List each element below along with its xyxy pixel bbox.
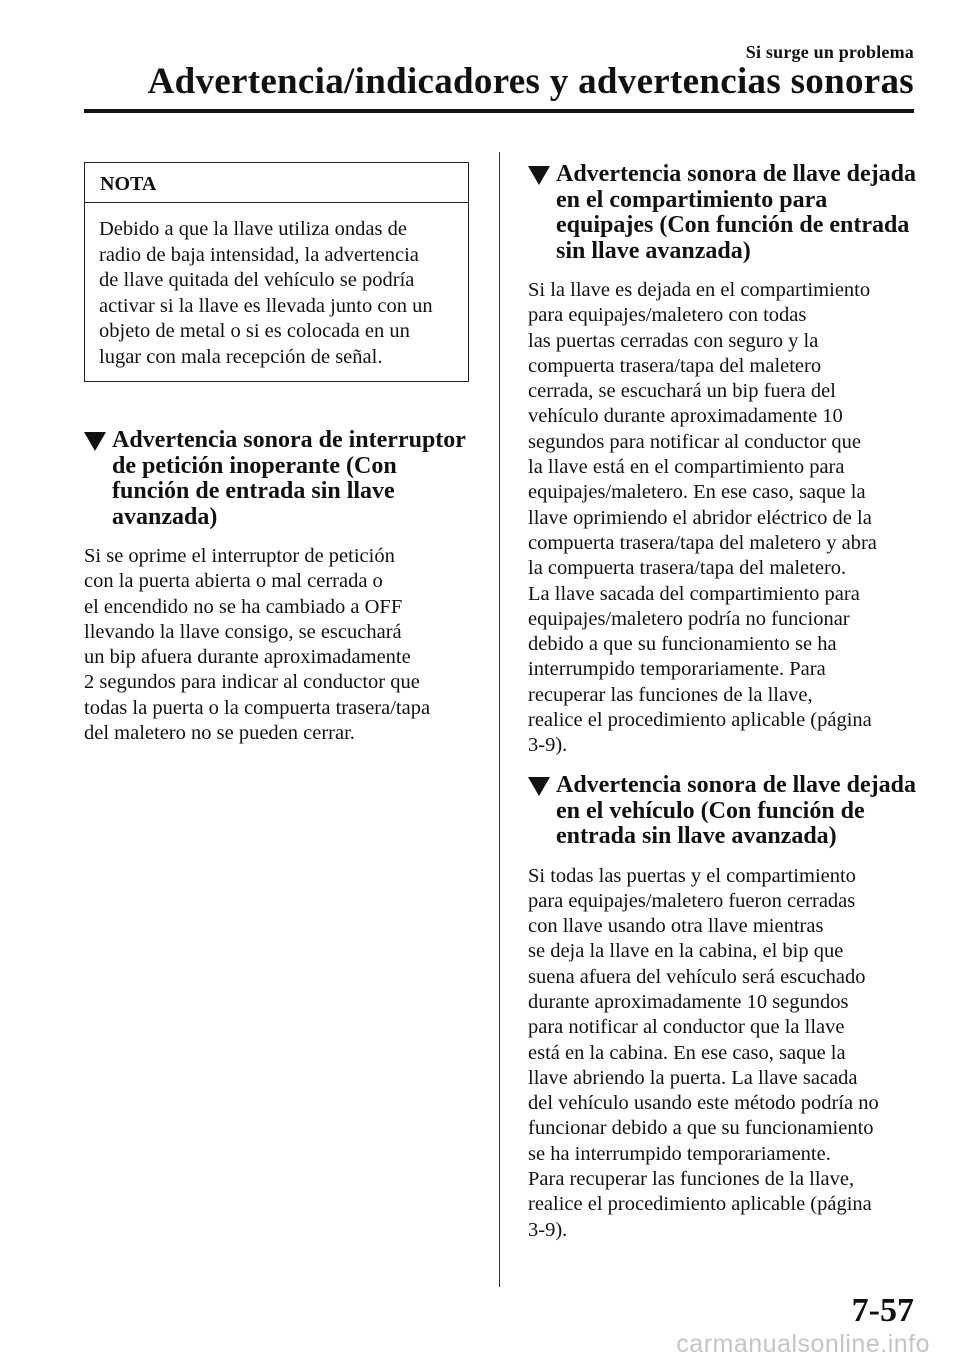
triangle-bullet-icon — [528, 166, 550, 185]
triangle-bullet-icon — [84, 432, 106, 451]
section-key-in-luggage — [528, 162, 928, 759]
note-box — [84, 162, 469, 382]
section-paragraph: Si todas las puertas y el compartimiento para equipajes/maletero fueron cerradas con llave usando otra llave mientras se deja la llave en la cabina, el bip que suena afuera del vehículo será escuchado durante aproximadamente 10 segundos para notificar al conductor que la llave está en la cabina. En ese caso, saque la llave abriendo la puerta. La llave sacada del vehículo usando este método podría no funcionar debido a que su funcionamiento se ha interrumpido temporariamente. Para recuperar las funciones de la llave, realice el procedimiento aplicable (página 3-9). — [528, 864, 879, 1241]
header-rule — [84, 109, 914, 113]
note-heading: NOTA — [85, 163, 468, 203]
column-divider — [499, 152, 500, 1287]
section-paragraph: Si se oprime el interruptor de petición con la puerta abierta o mal cerrada o el encendido no se ha cambiado a OFF llevando la llave consigo, se escuchará un bip afuera durante aproximadamente 2 segundos para indicar al conductor que todas la puerta o la compuerta trasera/tapa del maletero no se pueden cerrar. — [84, 545, 431, 745]
page-number: 7-57 — [851, 1292, 914, 1329]
section-heading: Advertencia sonora de interruptor de petición inoperante (Con función de entrada sin llave avanzada) — [84, 428, 484, 530]
watermark: carmanualsonline.info — [676, 1330, 930, 1358]
section-key-in-vehicle — [528, 773, 928, 1243]
note-line: Debido a que la llave utiliza ondas de — [99, 218, 407, 240]
section-paragraph: Si la llave es dejada en el compartimiento para equipajes/maletero con todas las puertas cerradas con seguro y la compuerta trasera/tapa del maletero cerrada, se escuchará un bip fuera del vehículo durante aproximadamente 10 segundos para notificar al conductor que la llave está en el compartimiento para equipajes/maletero. En ese caso, saque la llave oprimiendo el abridor eléctrico de la compuerta trasera/tapa del maletero y abra la compuerta trasera/tapa del maletero. La llave sacada del compartimiento para equipajes/maletero podría no funcionar debido a que su funcionamiento se ha interrumpido temporariamente. Para recuperar las funciones de la llave, realice el procedimiento aplicable (página 3-9). — [528, 279, 877, 757]
note-line: de llave quitada del vehículo se podría — [99, 269, 415, 291]
section-heading: Advertencia sonora de llave dejada en el compartimiento para equipajes (Con función de entrada sin llave avanzada) — [528, 162, 928, 264]
chapter-title: Advertencia/indicadores y advertencias sonoras — [147, 61, 914, 102]
note-line: radio de baja intensidad, la advertencia — [99, 243, 419, 266]
note-body — [85, 203, 468, 370]
section-label: Si surge un problema — [745, 42, 914, 62]
note-line: objeto de metal o si es colocada en un — [99, 320, 410, 342]
note-line: activar si la llave es llevada junto con un — [99, 294, 433, 317]
section-request-switch — [84, 428, 484, 746]
section-heading: Advertencia sonora de llave dejada en el vehículo (Con función de entrada sin llave avanzada) — [528, 773, 928, 850]
triangle-bullet-icon — [528, 777, 550, 796]
note-line: lugar con mala recepción de señal. — [99, 345, 383, 368]
